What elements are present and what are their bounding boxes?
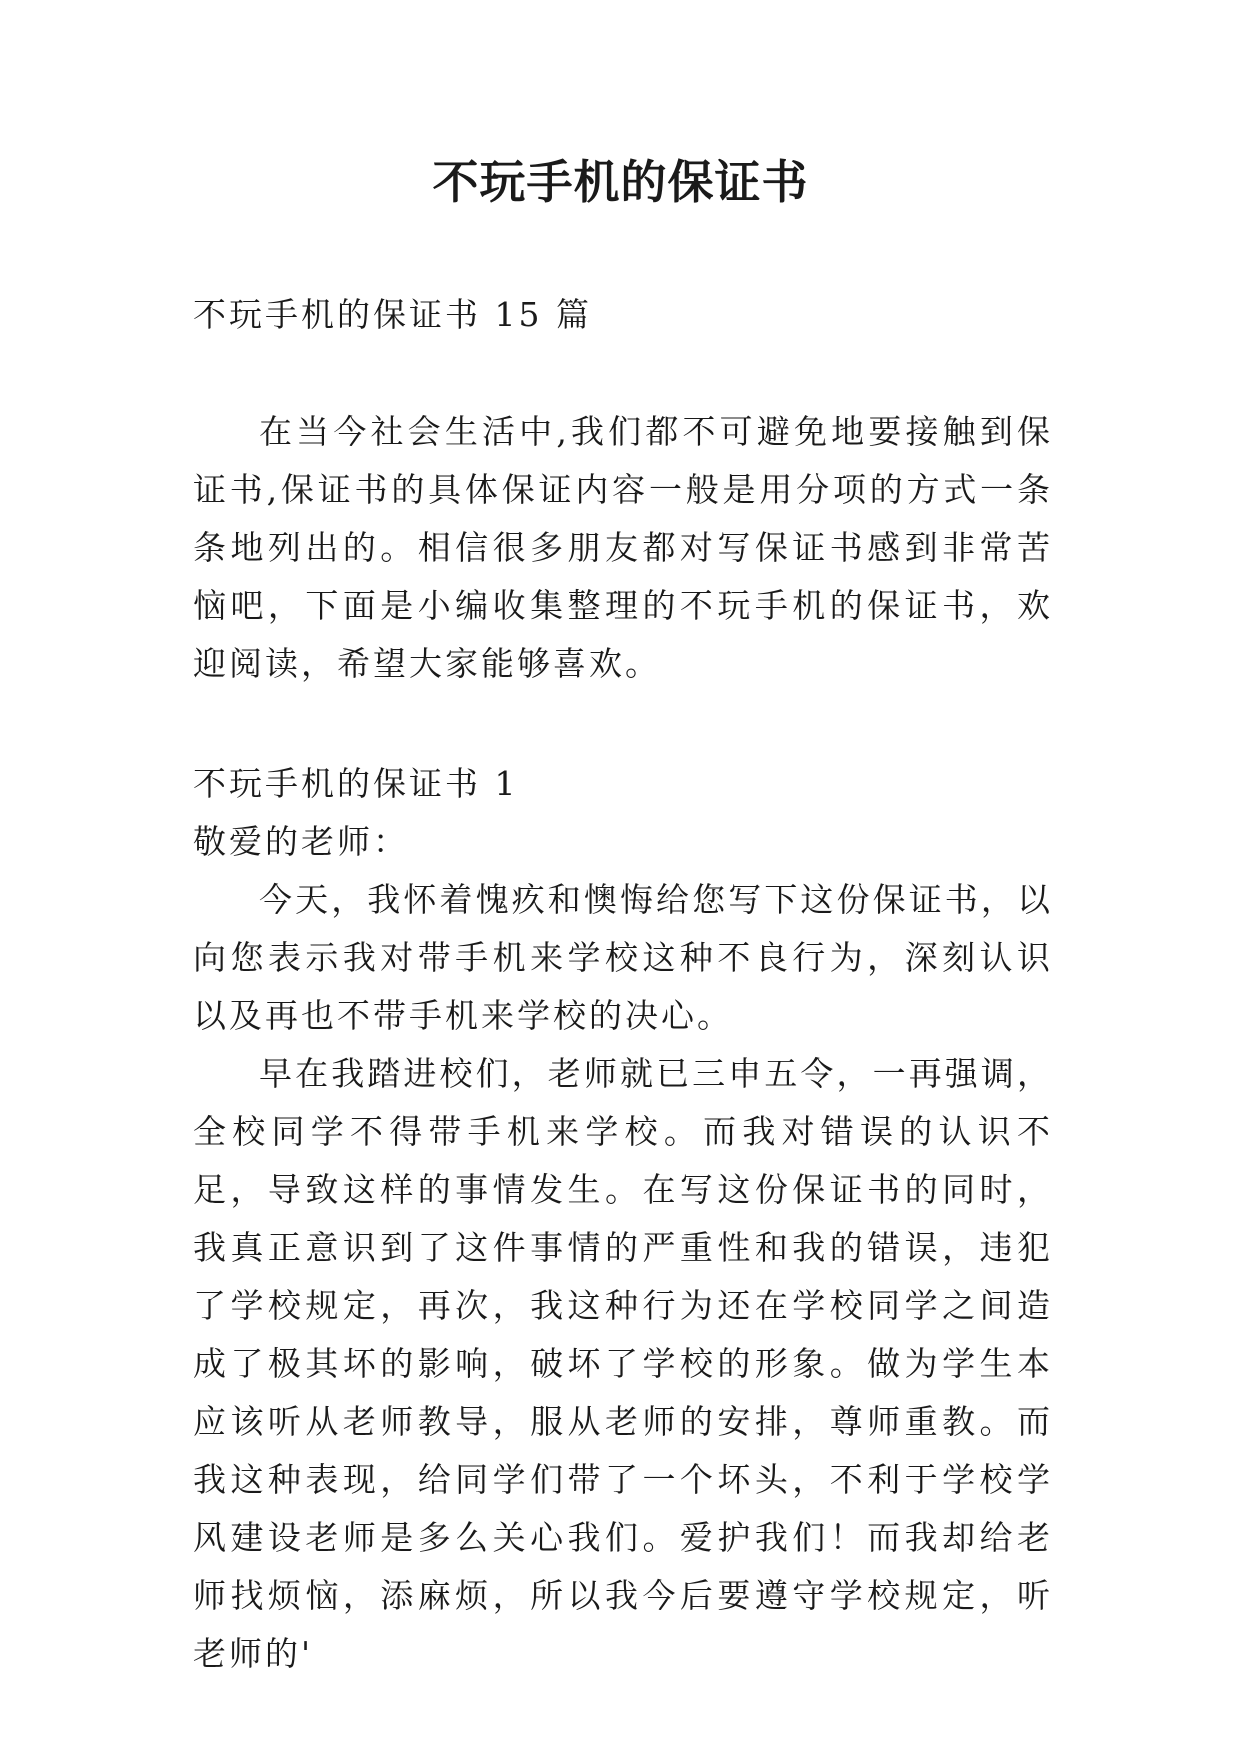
section-heading: 不玩手机的保证书 1 [193, 764, 519, 803]
document-subtitle: 不玩手机的保证书 15 篇 [193, 295, 592, 334]
body-paragraph-2: 早在我踏进校们，老师就已三申五令，一再强调，全校同学不得带手机来学校。而我对错误的认识不足，导致这样的事情发生。在写这份保证书的同时，我真正意识到了这件事情的严重性和我的错误，违犯了学校规定，再次，我这种行为还在学校同学之间造成了极其坏的影响，破坏了学校的形象。做为学生本应该听从老师教导，服从老师的安排，尊师重教。而我这种表现，给同学们带了一个坏头，不利于学校学风建设老师是多么关心我们。爱护我们！而我却给老师找烦恼，添麻烦，所以我今后要遵守学校规定，听老师的' [193, 1054, 1053, 1673]
document-title: 不玩手机的保证书 [432, 155, 809, 209]
intro-paragraph: 在当今社会生活中,我们都不可避免地要接触到保证书,保证书的具体保证内容一般是用分项的方式一条条地列出的。相信很多朋友都对写保证书感到非常苦恼吧，下面是小编收集整理的不玩手机的保证书，欢迎阅读，希望大家能够喜欢。 [193, 412, 1053, 683]
salutation: 敬爱的老师： [193, 822, 409, 861]
body-paragraph-1: 今天，我怀着愧疚和懊悔给您写下这份保证书，以向您表示我对带手机来学校这种不良行为，深刻认识以及再也不带手机来学校的决心。 [193, 880, 1053, 1035]
